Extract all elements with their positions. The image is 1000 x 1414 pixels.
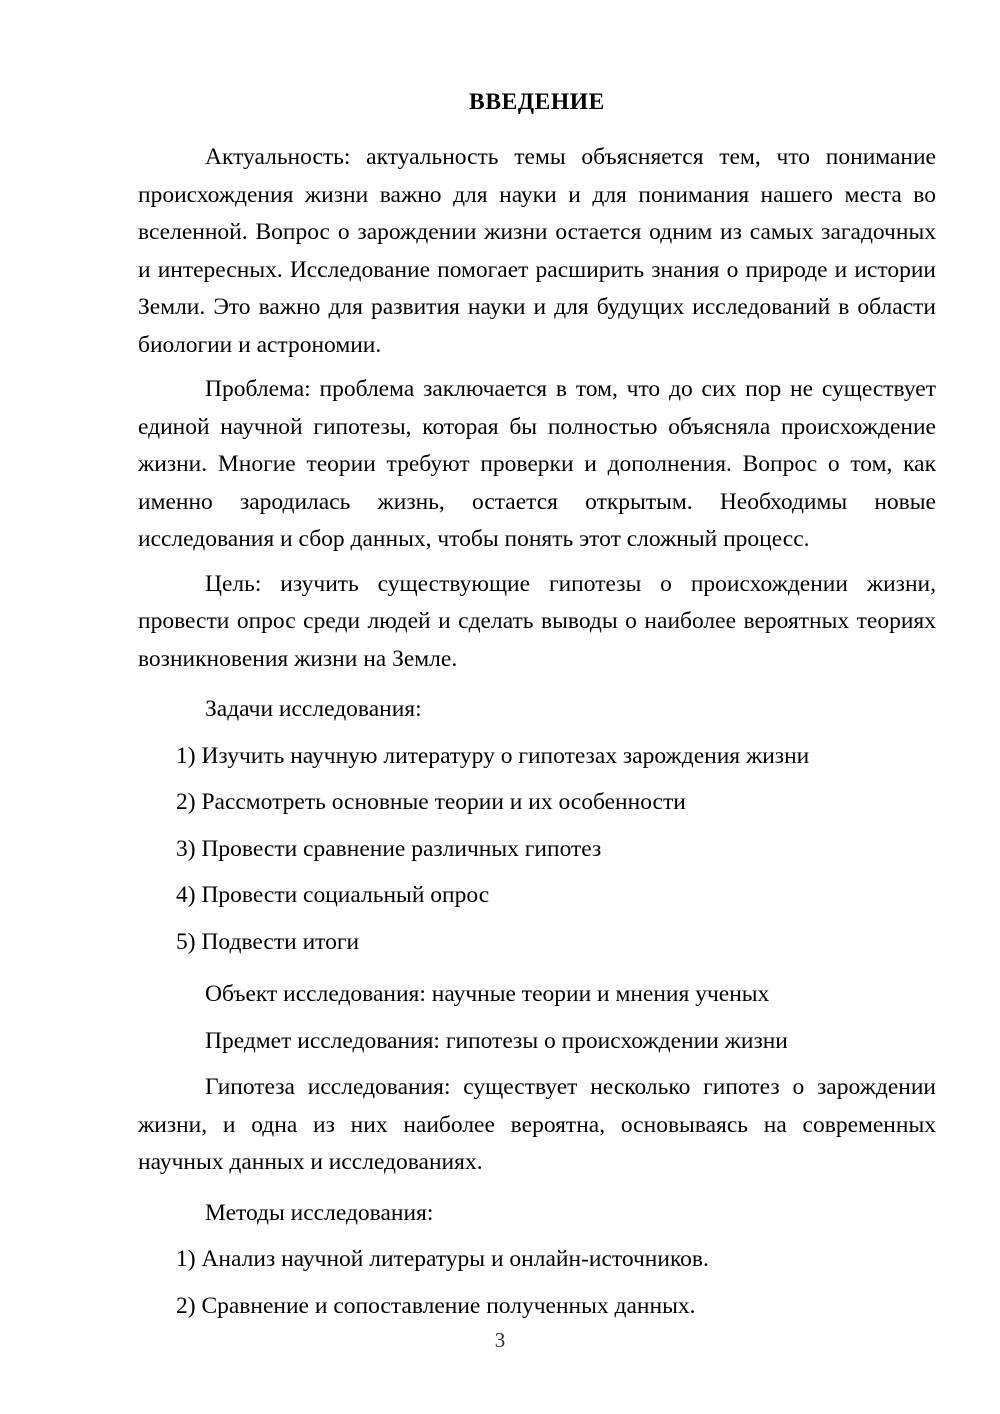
tasks-heading: Задачи исследования: (205, 696, 422, 723)
list-item: 2) Сравнение и сопоставление полученных данных. (176, 1292, 696, 1319)
paragraph-goal: Цель: изучить существующие гипотезы о происхождении жизни, провести опрос среди людей и сделать выводы о наиболее вероятных теориях возникновения жизни на Земле. (138, 570, 936, 672)
tasks-list (138, 738, 936, 962)
paragraph-hypothesis: Гипотеза исследования: существует несколько гипотез о зарождении жизни, и одна из них наиболее вероятна, основываясь на современных научных данных и исследованиях. (138, 1074, 936, 1176)
list-item: 2) Рассмотреть основные теории и их особенности (176, 789, 686, 816)
list-item: 5) Подвести итоги (176, 928, 360, 955)
list-item: 1) Анализ научной литературы и онлайн-источников. (176, 1246, 709, 1273)
methods-heading: Методы исследования: (205, 1199, 434, 1226)
paragraph-problem: Проблема: проблема заключается в том, что до сих пор не существует единой научной гипотезы, которая бы полностью объясняла происхождение жизни. Многие теории требуют проверки и дополнения. Вопрос о том, как именно зародилась жизнь, остается открытым. Необходимы новые исследования и сбор данных, чтобы понять этот сложный процесс. (138, 376, 936, 553)
page-title: ВВЕДЕНИЕ (469, 89, 605, 115)
paragraph-relevance: Актуальность: актуальность темы объясняется тем, что понимание происхождения жизни важно для науки и для понимания нашего места во вселенной. Вопрос о зарождении жизни остается одним из самых загадочных и интересных. Исследование помогает расширить знания о природе и истории Земли. Это важно для развития науки и для будущих исследований в области биологии и астрономии. (138, 144, 936, 358)
page-content (138, 88, 936, 1334)
list-item: 4) Провести социальный опрос (176, 882, 490, 909)
list-item: 3) Провести сравнение различных гипотез (176, 835, 602, 862)
paragraph-subject: Предмет исследования: гипотезы о происхождении жизни (205, 1027, 788, 1054)
page-number: 3 (494, 1328, 506, 1352)
methods-list (138, 1241, 936, 1325)
paragraph-object: Объект исследования: научные теории и мнения ученых (205, 981, 770, 1008)
list-item: 1) Изучить научную литературу о гипотезах зарождения жизни (176, 742, 810, 769)
